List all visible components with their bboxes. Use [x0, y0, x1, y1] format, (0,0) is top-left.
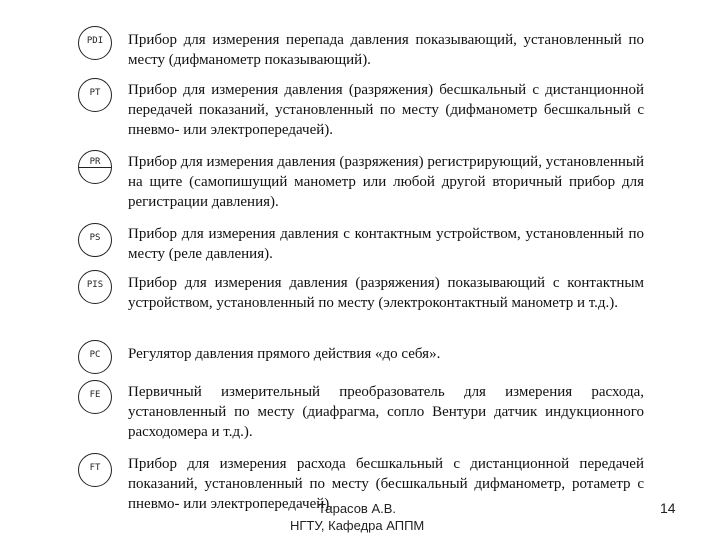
instrument-description: Прибор для измерения давления с контактным устройством, установленный по месту (реле давления). — [128, 226, 644, 262]
symbol-code: PC — [89, 350, 101, 360]
footer-author: Тарасов А.В. — [318, 501, 397, 516]
instrument-description: Регулятор давления прямого действия «до себя». — [128, 346, 441, 362]
footer-department: НГТУ, Кафедра АППМ — [290, 518, 425, 533]
instrument-symbol-icon — [78, 26, 112, 60]
symbol-code: PR — [89, 157, 101, 167]
instrument-description: Первичный измерительный преобразователь для измерения расхода, установленный по месту (диафрагма, сопло Вентури датчик индукционного расходомера и т.д.). — [128, 384, 644, 440]
instrument-symbol-icon — [78, 380, 112, 414]
instrument-symbol-icon — [78, 453, 112, 487]
instrument-description: Прибор для измерения давления (разряжения) показывающий с контактным устройством, установленный по месту (электроконтактный манометр и т.д.). — [128, 275, 644, 311]
instrument-symbol-icon — [78, 340, 112, 374]
instrument-description: Прибор для измерения перепада давления показывающий, установленный по месту (дифманометр показывающий). — [128, 32, 644, 68]
symbol-code: PT — [89, 88, 101, 98]
instrument-description: Прибор для измерения давления (разряжения) бесшкальный с дистанционной передачей показаний, установленный по месту (дифманометр бесшкальный с пневмо- или электропередачей). — [128, 82, 644, 138]
instrument-symbol-icon — [78, 270, 112, 304]
symbol-code: PDI — [86, 36, 104, 46]
symbol-code: FE — [89, 390, 101, 400]
symbol-code: PS — [89, 233, 101, 243]
symbol-code: FT — [89, 463, 101, 473]
page-number: 14 — [660, 500, 676, 516]
instrument-symbol-icon — [78, 78, 112, 112]
instrument-symbol-icon — [78, 223, 112, 257]
symbol-code: PIS — [86, 280, 104, 290]
instrument-description: Прибор для измерения расхода бесшкальный с дистанционной передачей показаний, установленный по месту (бесшкальный дифманометр, ротаметр с пневмо- или электропередачей). — [128, 456, 644, 512]
instrument-description: Прибор для измерения давления (разряжения) регистрирующий, установленный на щите (самопишущий манометр или любой другой вторичный прибор для регистрации давления). — [128, 154, 644, 210]
panel-instrument-symbol-icon — [78, 150, 112, 184]
